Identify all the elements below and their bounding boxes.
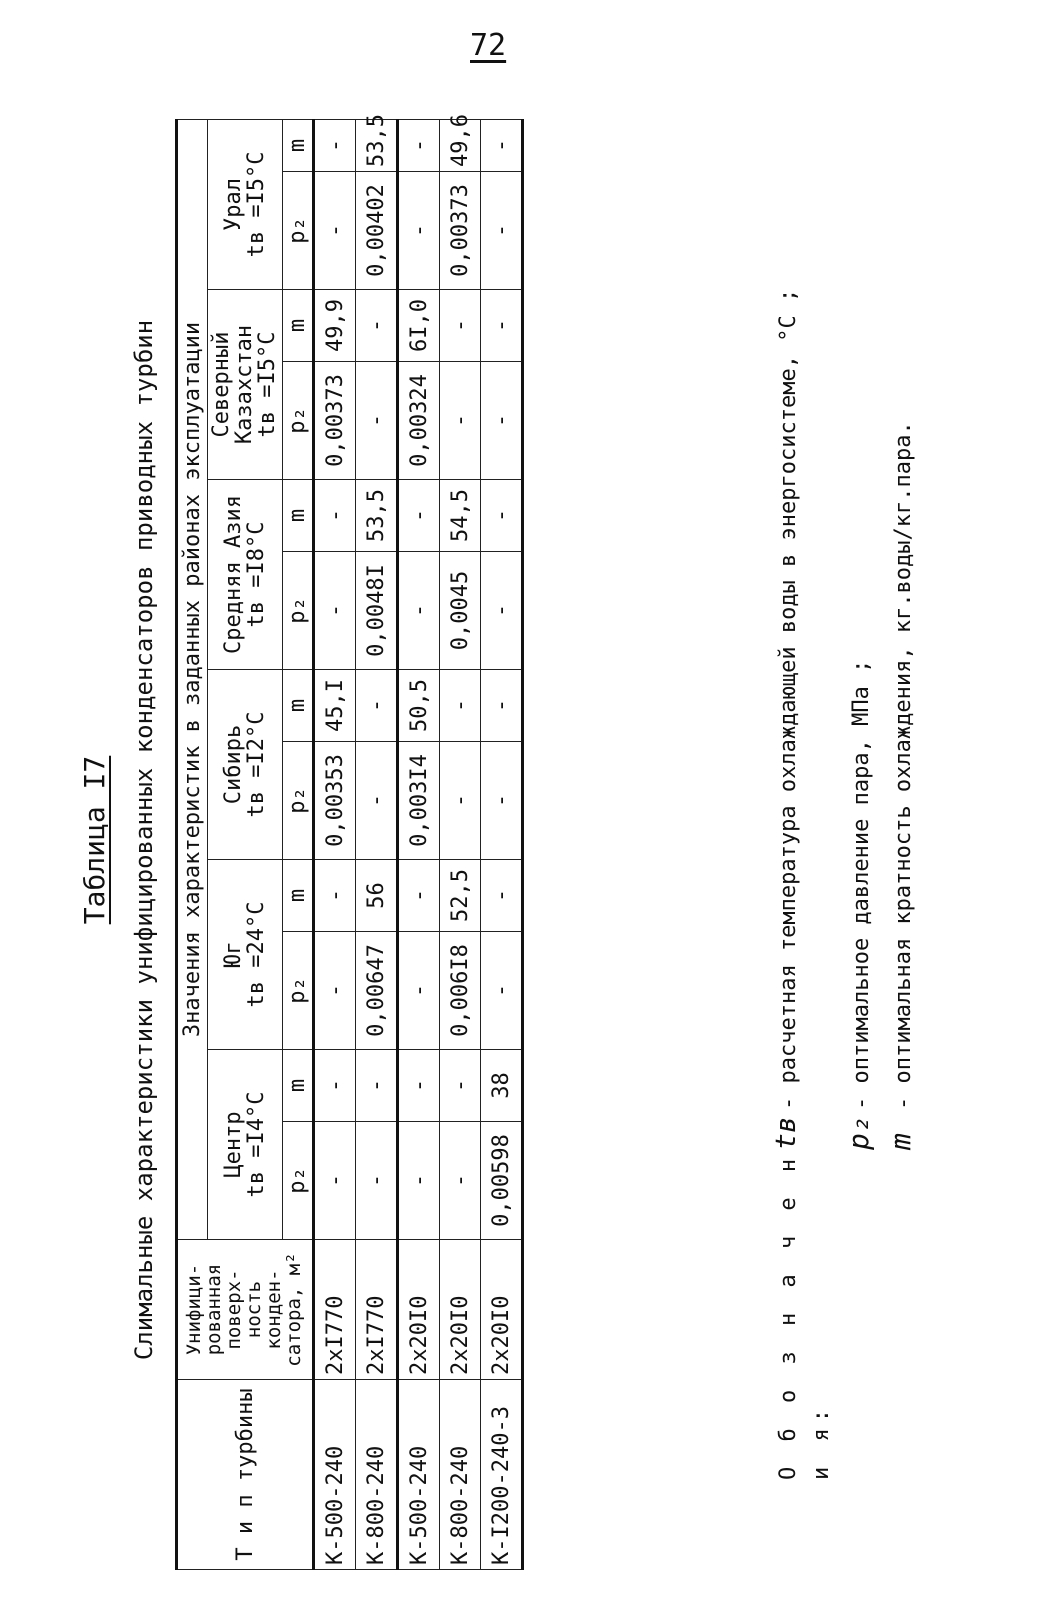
cell-surface: 2х20I0 — [440, 1240, 481, 1380]
cell-p2: - — [440, 1122, 481, 1240]
cell-m: - — [481, 860, 523, 932]
cell-p2: 0,00647 — [356, 932, 398, 1050]
region-header: Средняя Азия tв =I8°С — [208, 480, 283, 670]
cell-surface: 2хI770 — [356, 1240, 398, 1380]
table-body — [314, 114, 523, 1569]
cell-p2: 0,0045 — [440, 552, 481, 670]
cell-m: - — [314, 119, 356, 171]
table-row — [398, 119, 440, 1569]
cell-p2: - — [398, 172, 440, 290]
cell-m: 45,I — [314, 670, 356, 742]
note-row — [838, 289, 880, 1480]
col-p-header: p₂ — [283, 172, 314, 290]
notes — [765, 289, 922, 1480]
page-number: 72 — [470, 28, 507, 63]
notes-lead: О б о з н а ч е н и я: — [776, 1152, 834, 1480]
cell-surface: 2х20I0 — [481, 1240, 523, 1380]
col-m-header: m — [283, 290, 314, 362]
note-text: - оптимальная кратность охлаждения, кг.воды/кг.пара. — [891, 421, 916, 1110]
col-m-header: m — [283, 119, 314, 171]
table-row — [481, 119, 523, 1569]
col-m-header: m — [283, 670, 314, 742]
table-row — [356, 119, 398, 1569]
cell-m: - — [398, 480, 440, 552]
col-p-header: p₂ — [283, 932, 314, 1050]
note-text: - оптимальное давление пара, МПа ; — [849, 659, 874, 1110]
cell-p2: 0,0048I — [356, 552, 398, 670]
cell-m: 54,5 — [440, 480, 481, 552]
col-p-header: p₂ — [283, 742, 314, 860]
note-text: - расчетная температура охлаждающей воды в энергосистеме, °С ; — [776, 288, 801, 1110]
col-m-header: m — [283, 860, 314, 932]
cell-m: - — [356, 290, 398, 362]
cell-p2: - — [481, 932, 523, 1050]
table-title: Слимальные характеристики унифицированных конденсаторов приводных турбин — [130, 319, 158, 1361]
cell-m: - — [481, 119, 523, 171]
note-row — [880, 289, 922, 1480]
cell-m: 49,9 — [314, 290, 356, 362]
cell-p2: 0,00373 — [440, 172, 481, 290]
cell-p2: 0,003I4 — [398, 742, 440, 860]
region-header: Урал tв =I5°С — [208, 119, 283, 289]
note-symbol: p₂ — [842, 1116, 875, 1150]
cell-p2: 0,00598 — [481, 1122, 523, 1240]
cell-m: 53,5 — [356, 119, 398, 171]
rotated-content — [20, 80, 1020, 1600]
col-p-header: p₂ — [283, 362, 314, 480]
table-row — [314, 119, 356, 1569]
cell-m: - — [314, 1050, 356, 1122]
cell-m: - — [440, 1050, 481, 1122]
cell-p2: 0,00324 — [398, 362, 440, 480]
cell-surface: 2х20I0 — [398, 1240, 440, 1380]
cell-p2: - — [314, 552, 356, 670]
cell-m: - — [398, 119, 440, 171]
cell-p2: - — [481, 552, 523, 670]
cell-turbine-type: К-800-240 — [356, 1380, 398, 1570]
cell-m: - — [356, 670, 398, 742]
cell-m: 6I,0 — [398, 290, 440, 362]
col-m-header: m — [283, 480, 314, 552]
cell-p2: - — [481, 742, 523, 860]
region-header: Центр tв =I4°С — [208, 1050, 283, 1240]
region-header: Юг tв =24°С — [208, 860, 283, 1050]
cell-p2: - — [314, 172, 356, 290]
cell-m: - — [481, 480, 523, 552]
cell-surface: 2хI770 — [314, 1240, 356, 1380]
cell-m: - — [481, 670, 523, 742]
cell-p2: - — [314, 1122, 356, 1240]
cell-turbine-type: К-I200-240-3 — [481, 1380, 523, 1570]
cell-m: - — [398, 1050, 440, 1122]
note-symbol: tв — [769, 1116, 802, 1150]
cell-m: - — [356, 1050, 398, 1122]
cell-p2: 0,00402 — [356, 172, 398, 290]
cell-p2: - — [481, 362, 523, 480]
col-p-header: p₂ — [283, 552, 314, 670]
cell-p2: - — [398, 932, 440, 1050]
note-symbol: m — [884, 1133, 917, 1150]
table-row — [440, 119, 481, 1569]
cell-p2: 0,006I8 — [440, 932, 481, 1050]
header-group: Значения характеристик в заданных районах эксплуатации — [177, 119, 208, 1239]
cell-m: - — [440, 290, 481, 362]
cell-p2: - — [481, 172, 523, 290]
cell-p2: - — [356, 742, 398, 860]
cell-m: 49,6 — [440, 119, 481, 171]
cell-p2: - — [314, 932, 356, 1050]
cell-p2: - — [356, 362, 398, 480]
cell-p2: 0,00373 — [314, 362, 356, 480]
cell-turbine-type: К-500-240 — [398, 1380, 440, 1570]
cell-p2: 0,00353 — [314, 742, 356, 860]
cell-m: 52,5 — [440, 860, 481, 932]
cell-m: 38 — [481, 1050, 523, 1122]
region-header: Сибирь tв =I2°С — [208, 670, 283, 860]
characteristics-table — [175, 114, 524, 1570]
cell-m: - — [440, 670, 481, 742]
cell-m: - — [314, 860, 356, 932]
cell-p2: - — [440, 742, 481, 860]
header-turbine-type: Т и п турбины — [177, 1380, 314, 1570]
cell-p2: - — [440, 362, 481, 480]
table-number: Таблица I7 — [78, 755, 111, 925]
cell-m: - — [398, 860, 440, 932]
region-header: Северный Казахстан tв =I5°С — [208, 290, 283, 480]
cell-turbine-type: К-800-240 — [440, 1380, 481, 1570]
cell-p2: - — [398, 552, 440, 670]
col-m-header: m — [283, 1050, 314, 1122]
cell-p2: - — [356, 1122, 398, 1240]
cell-m: - — [481, 290, 523, 362]
cell-turbine-type: К-500-240 — [314, 1380, 356, 1570]
cell-m: 56 — [356, 860, 398, 932]
cell-p2: - — [398, 1122, 440, 1240]
cell-m: 50,5 — [398, 670, 440, 742]
cell-m: 53,5 — [356, 480, 398, 552]
note-row — [765, 289, 838, 1480]
header-surface: Унифици-рованная поверх-ность конден-сатора, м² — [177, 1240, 314, 1380]
cell-m: - — [314, 480, 356, 552]
col-p-header: p₂ — [283, 1122, 314, 1240]
